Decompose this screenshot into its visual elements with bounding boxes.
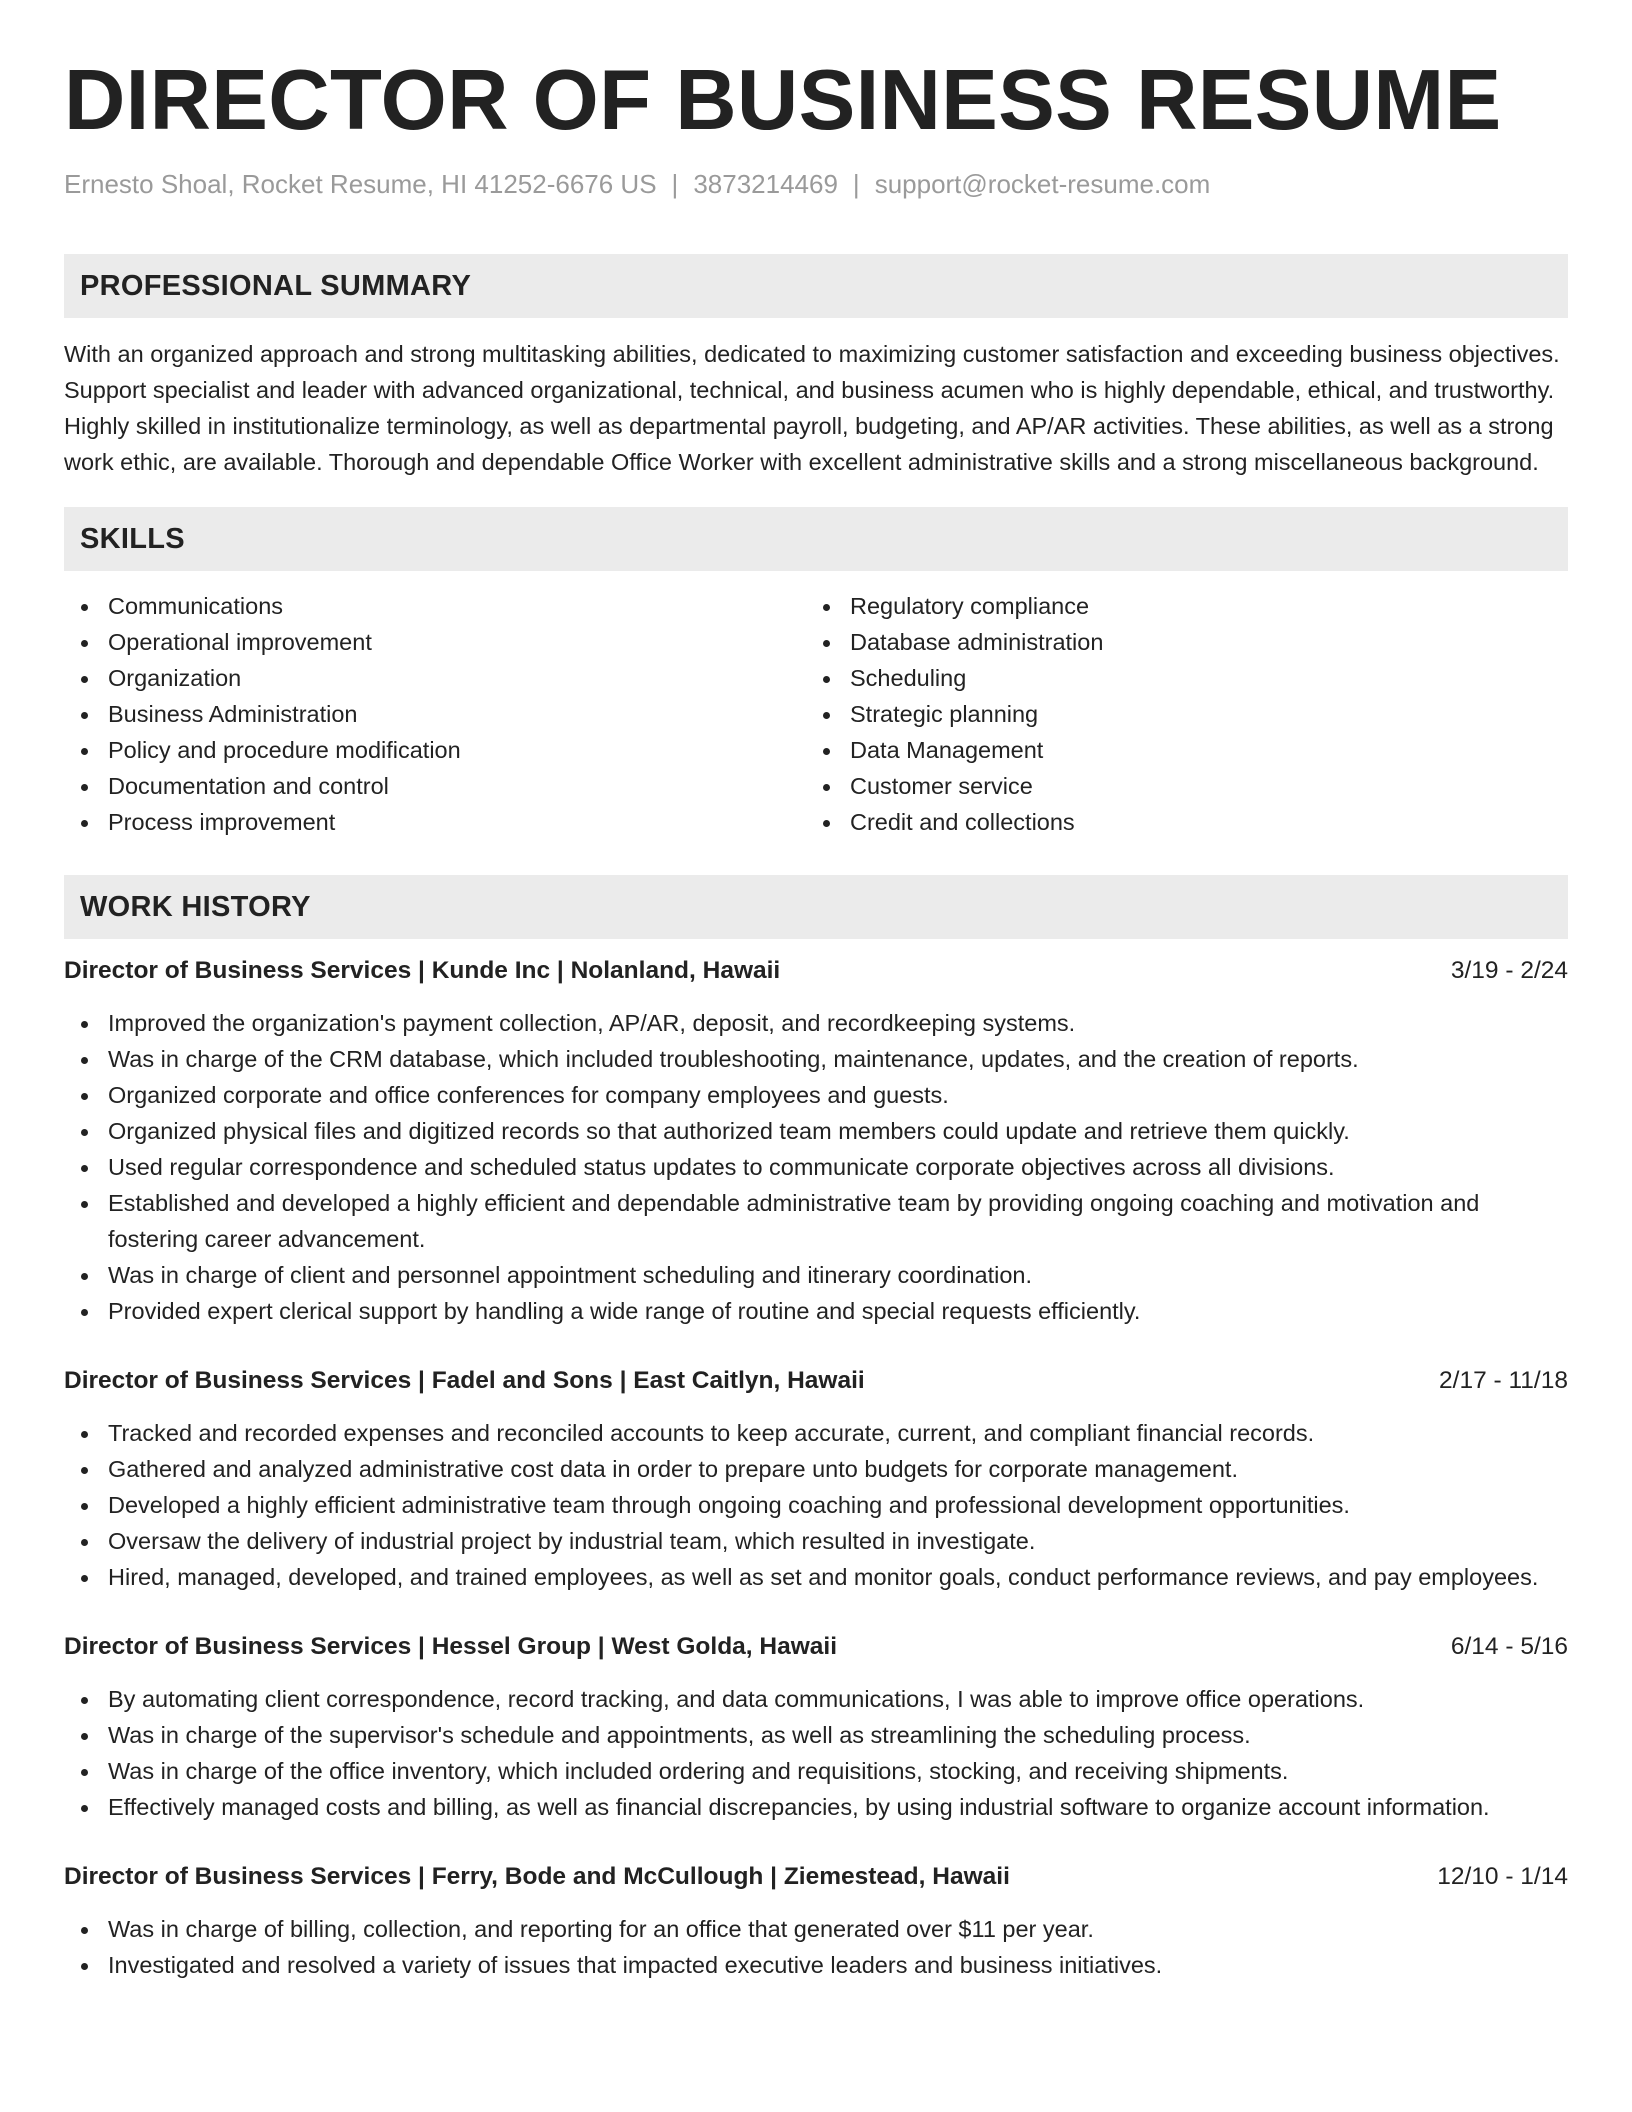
job-header — [64, 1859, 1568, 1895]
skill-item: Communications — [64, 588, 806, 624]
job-bullets — [64, 1005, 1568, 1329]
skill-item: Data Management — [806, 732, 1548, 768]
contact-email: support@rocket-resume.com — [874, 169, 1211, 199]
contact-line — [64, 169, 1568, 200]
skill-item: Documentation and control — [64, 768, 806, 804]
job-dates: 2/17 - 11/18 — [1439, 1367, 1568, 1395]
contact-phone: 3873214469 — [693, 169, 838, 199]
skills-column-left — [64, 588, 806, 840]
job-title: Director of Business Services | Ferry, Bode and McCullough | Ziemestead, Hawaii — [64, 1863, 1010, 1891]
job-bullet: Was in charge of the supervisor's schedule and appointments, as well as streamlining the scheduling process. — [64, 1717, 1568, 1753]
job-title: Director of Business Services | Kunde Inc | Nolanland, Hawaii — [64, 957, 781, 985]
skills-column-right — [806, 588, 1548, 840]
skill-item: Business Administration — [64, 696, 806, 732]
job-bullet: Used regular correspondence and scheduled status updates to communicate corporate objectives across all divisions. — [64, 1149, 1568, 1185]
skill-item: Organization — [64, 660, 806, 696]
job-bullet: Tracked and recorded expenses and reconciled accounts to keep accurate, current, and compliant financial records. — [64, 1415, 1568, 1451]
job-bullet: Investigated and resolved a variety of issues that impacted executive leaders and business initiatives. — [64, 1947, 1568, 1983]
job-bullet: Developed a highly efficient administrative team through ongoing coaching and professional development opportunities. — [64, 1487, 1568, 1523]
professional-summary-text: With an organized approach and strong multitasking abilities, dedicated to maximizing customer satisfaction and exceeding business objectives. Support specialist and leader with advanced organizational, technical, and business acumen who is highly dependable, ethical, and trustworthy. Highly skilled in institutionalize terminology, as well as departmental payroll, budgeting, and AP/AR activities. These abilities, as well as a strong work ethic, are available. Thorough and dependable Office Worker with excellent administrative skills and a strong miscellaneous background. — [64, 341, 1560, 476]
job-dates: 12/10 - 1/14 — [1437, 1863, 1568, 1891]
job-bullet: Was in charge of the office inventory, which included ordering and requisitions, stocking, and receiving shipments. — [64, 1753, 1568, 1789]
job-bullet: Improved the organization's payment collection, AP/AR, deposit, and recordkeeping systems. — [64, 1005, 1568, 1041]
job-title: Director of Business Services | Hessel Group | West Golda, Hawaii — [64, 1633, 838, 1661]
job-header — [64, 953, 1568, 989]
job-bullet: Was in charge of the CRM database, which included troubleshooting, maintenance, updates, and the creation of reports. — [64, 1041, 1568, 1077]
job-bullets — [64, 1415, 1568, 1595]
job-bullets — [64, 1681, 1568, 1825]
job-entry-fadel-and-sons — [64, 1363, 1568, 1595]
skill-item: Policy and procedure modification — [64, 732, 806, 768]
skill-item: Scheduling — [806, 660, 1548, 696]
section-header-work-history: WORK HISTORY — [64, 875, 1568, 939]
job-header — [64, 1363, 1568, 1399]
job-entry-kunde-inc — [64, 953, 1568, 1329]
job-bullet: Effectively managed costs and billing, as well as financial discrepancies, by using industrial software to organize account information. — [64, 1789, 1568, 1825]
job-title: Director of Business Services | Fadel and Sons | East Caitlyn, Hawaii — [64, 1367, 865, 1395]
skill-item: Credit and collections — [806, 804, 1548, 840]
resume-page — [64, 0, 1568, 1983]
job-bullet: Provided expert clerical support by handling a wide range of routine and special requests efficiently. — [64, 1293, 1568, 1329]
section-header-professional-summary: PROFESSIONAL SUMMARY — [64, 254, 1568, 318]
skill-item: Process improvement — [64, 804, 806, 840]
job-dates: 3/19 - 2/24 — [1450, 957, 1568, 985]
skill-item: Operational improvement — [64, 624, 806, 660]
skill-item: Database administration — [806, 624, 1548, 660]
contact-address: Ernesto Shoal, Rocket Resume, HI 41252-6676 US — [64, 169, 657, 199]
section-header-skills: SKILLS — [64, 507, 1568, 571]
job-bullet: By automating client correspondence, record tracking, and data communications, I was able to improve office operations. — [64, 1681, 1568, 1717]
job-header — [64, 1629, 1568, 1665]
job-bullet: Was in charge of billing, collection, and reporting for an office that generated over $11 per year. — [64, 1911, 1568, 1947]
job-bullets — [64, 1911, 1568, 1983]
job-dates: 6/14 - 5/16 — [1450, 1633, 1568, 1661]
contact-separator: | — [852, 169, 860, 199]
skill-item: Regulatory compliance — [806, 588, 1548, 624]
skill-item: Strategic planning — [806, 696, 1548, 732]
job-entry-hessel-group — [64, 1629, 1568, 1825]
job-bullet: Organized physical files and digitized records so that authorized team members could update and retrieve them quickly. — [64, 1113, 1568, 1149]
resume-title: DIRECTOR OF BUSINESS RESUME — [64, 53, 1502, 148]
job-bullet: Organized corporate and office conferences for company employees and guests. — [64, 1077, 1568, 1113]
job-entry-ferry-bode-mccullough — [64, 1859, 1568, 1983]
job-bullet: Hired, managed, developed, and trained employees, as well as set and monitor goals, conduct performance reviews, and pay employees. — [64, 1559, 1568, 1595]
contact-separator: | — [671, 169, 679, 199]
job-bullet: Established and developed a highly efficient and dependable administrative team by providing ongoing coaching and motivation and fostering career advancement. — [64, 1185, 1568, 1257]
skill-item: Customer service — [806, 768, 1548, 804]
skills-list — [64, 588, 1568, 840]
job-bullet: Oversaw the delivery of industrial project by industrial team, which resulted in investigate. — [64, 1523, 1568, 1559]
job-bullet: Was in charge of client and personnel appointment scheduling and itinerary coordination. — [64, 1257, 1568, 1293]
job-bullet: Gathered and analyzed administrative cost data in order to prepare unto budgets for corporate management. — [64, 1451, 1568, 1487]
